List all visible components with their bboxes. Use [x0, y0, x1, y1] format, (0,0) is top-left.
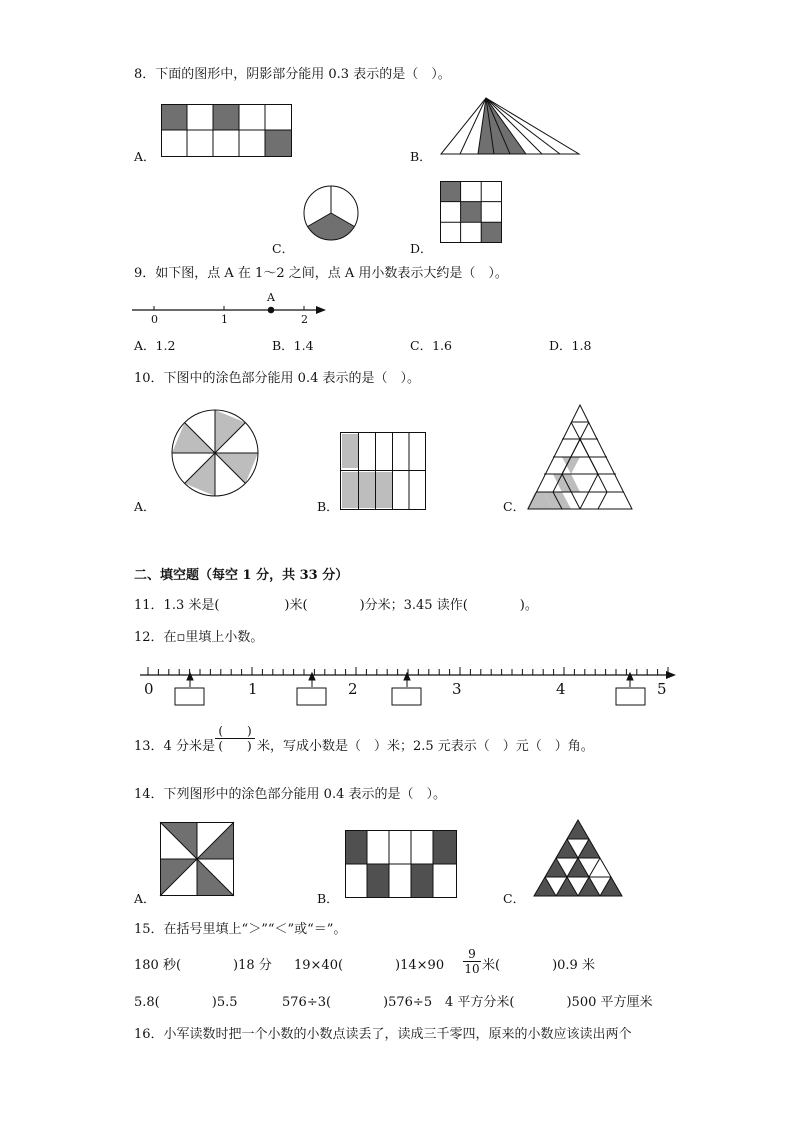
q12-ruler-label-2: 2: [348, 680, 358, 698]
q14-option-c[interactable]: C．: [503, 891, 526, 906]
q15-row1-c-fraction: [463, 947, 481, 976]
q9-option-b[interactable]: B．1.4: [272, 338, 314, 353]
q12-ruler-label-0: 0: [144, 680, 154, 698]
q8-option-d[interactable]: D．: [410, 241, 433, 256]
q15-row2-b: 576÷3( )576÷5: [282, 995, 433, 1010]
q9-option-c[interactable]: C．1.6: [410, 338, 452, 353]
q15-row2-c: 4 平方分米( )500 平方厘米: [445, 995, 653, 1010]
q9-option-d[interactable]: D．1.8: [549, 338, 592, 353]
q9-point-label: A: [267, 291, 275, 304]
q8-option-c-figure: [301, 183, 361, 243]
q15-row2-a: 5.8( )5.5: [134, 995, 238, 1010]
q15-row1-c: 米( )0.9 米: [482, 958, 595, 973]
q10-option-c-figure: [527, 404, 633, 510]
q9-axis-label-2: 2: [301, 313, 308, 326]
q15-row1-a: 180 秒( )18 分: [134, 958, 272, 973]
q8-option-b-figure: [440, 98, 580, 156]
q14-option-c-figure: [533, 819, 623, 897]
q10-option-c[interactable]: C．: [503, 499, 526, 514]
q14-stem: 14．下列图形中的涂色部分能用 0.4 表示的是（ ）。: [134, 787, 446, 802]
q10-option-b[interactable]: B．: [317, 499, 339, 514]
q12-ruler-label-4: 4: [556, 680, 566, 698]
q8-option-a[interactable]: A．: [134, 149, 156, 164]
q8-option-d-figure: [440, 181, 502, 243]
q14-option-b[interactable]: B．: [317, 891, 339, 906]
q10-stem: 10．下图中的涂色部分能用 0.4 表示的是（ ）。: [134, 371, 420, 386]
q16-stem: 16．小军读数时把一个小数的小数点读丢了，读成三千零四，原来的小数应该读出两个: [134, 1027, 632, 1042]
q11-stem: 11．1.3 米是( )米( )分米；3.45 读作( )。: [134, 598, 538, 613]
q10-option-a[interactable]: A．: [134, 499, 156, 514]
q10-option-a-figure: [170, 408, 260, 498]
q9-axis-label-0: 0: [151, 313, 158, 326]
q12-ruler-label-5: 5: [657, 680, 667, 698]
q13-suffix: 米，写成小数是（ ）米；2.5 元表示（ ）元（ ）角。: [257, 739, 594, 754]
q13-prefix: 13．4 分米是: [134, 739, 215, 754]
q12-stem: 12．在▫里填上小数。: [134, 630, 264, 645]
q15-stem: 15．在括号里填上“＞”“＜”或“＝”。: [134, 922, 347, 937]
q9-stem: 9．如下图，点 A 在 1～2 之间，点 A 用小数表示大约是（ ）。: [134, 266, 508, 281]
q15-row1-c-num: 9: [468, 947, 476, 961]
q8-option-c[interactable]: C．: [272, 241, 295, 256]
q14-option-b-figure: [345, 830, 457, 898]
q10-option-b-figure: [340, 432, 426, 510]
q9-option-a[interactable]: A．1.2: [134, 338, 176, 353]
q8-option-b[interactable]: B．: [410, 149, 432, 164]
q13-frac-num: ( ): [218, 724, 252, 738]
q15-row1-c-den: 10: [464, 962, 480, 976]
q12-ruler-label-3: 3: [452, 680, 462, 698]
q14-option-a[interactable]: A．: [134, 891, 156, 906]
q14-option-a-figure: [160, 822, 234, 896]
q12-ruler-label-1: 1: [248, 680, 258, 698]
q12-ruler: [140, 655, 680, 715]
section2-title: 二、填空题（每空 1 分，共 33 分）: [134, 568, 349, 583]
q13-frac-den: ( ): [215, 738, 255, 753]
q8-stem: 8．下面的图形中，阴影部分能用 0.3 表示的是（ ）。: [134, 67, 451, 82]
q15-row1-b: 19×40( )14×90: [294, 958, 445, 973]
q9-axis-label-1: 1: [221, 313, 228, 326]
q8-option-a-figure: [161, 104, 292, 157]
q13-fraction: [215, 724, 255, 753]
